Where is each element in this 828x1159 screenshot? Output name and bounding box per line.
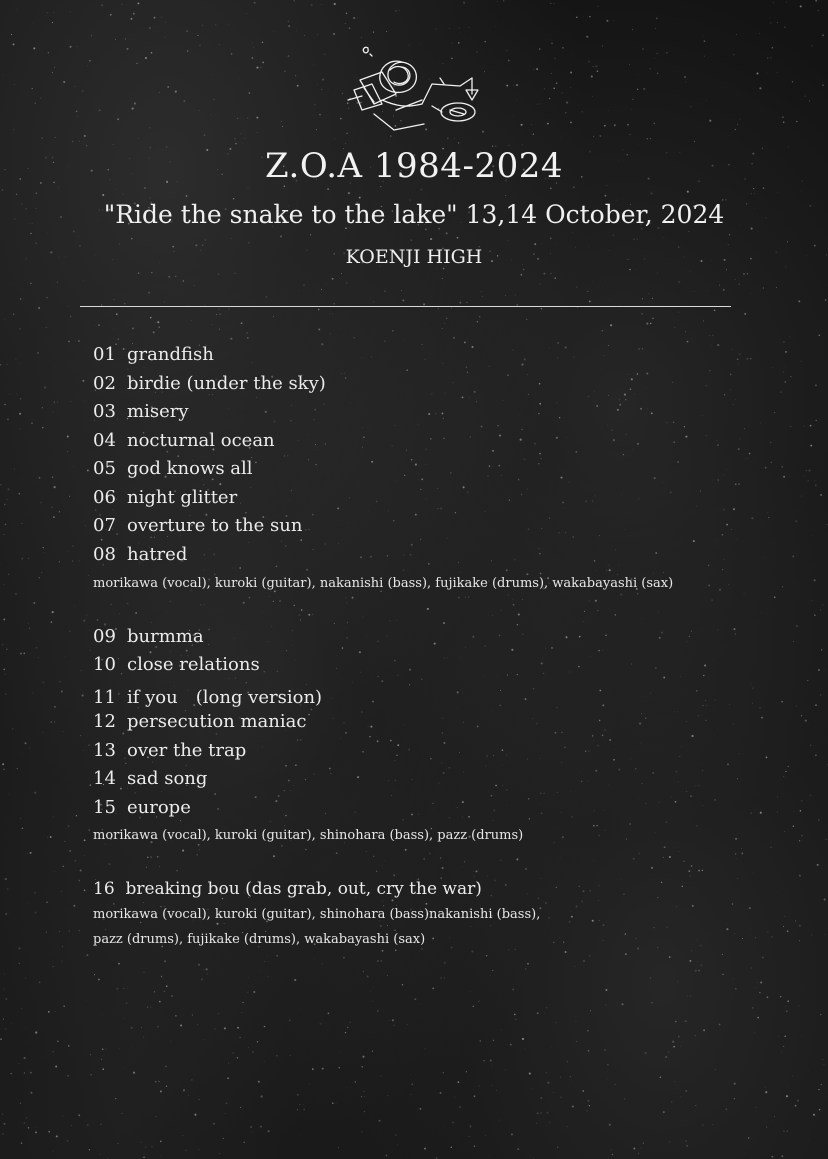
track-number: 12	[93, 711, 116, 732]
divider-line	[80, 306, 731, 307]
lineup-credits-line1: morikawa (vocal), kuroki (guitar), shinohara (bass)nakanishi (bass),	[93, 907, 541, 922]
track-number: 05	[93, 458, 116, 479]
setlist-track	[93, 430, 275, 451]
encore-track: 16 breaking bou (das grab, out, cry the war)	[93, 879, 482, 899]
track-title: misery	[127, 401, 189, 422]
track-number: 03	[93, 401, 116, 422]
setlist-track	[93, 344, 214, 365]
track-title: grandfish	[127, 344, 214, 365]
track-number: 08	[93, 544, 116, 565]
track-number: 10	[93, 654, 116, 675]
setlist-track	[93, 458, 253, 479]
venue-name: KOENJI HIGH	[345, 246, 483, 268]
track-title: burmma	[127, 626, 204, 647]
page-title: Z.O.A 1984-2024	[265, 146, 563, 186]
setlist-track	[93, 711, 306, 732]
track-title: close relations	[127, 654, 260, 675]
track-title: sad song	[127, 768, 208, 789]
setlist-track	[93, 740, 246, 761]
track-number: 15	[93, 797, 116, 818]
track-title: over the trap	[127, 740, 247, 761]
track-title: if you (long version)	[127, 687, 323, 708]
track-title: birdie (under the sky)	[127, 373, 326, 394]
lineup-credits: morikawa (vocal), kuroki (guitar), nakanishi (bass), fujikake (drums), wakabayashi (sax)	[93, 576, 674, 591]
track-title: hatred	[127, 544, 188, 565]
setlist-track	[93, 487, 237, 508]
event-subtitle: "Ride the snake to the lake" 13,14 October, 2024	[103, 200, 725, 229]
lineup-credits-line2: pazz (drums), fujikake (drums), wakabayashi (sax)	[93, 932, 426, 947]
track-title: night glitter	[127, 487, 238, 508]
setlist-track	[93, 373, 326, 394]
track-number: 06	[93, 487, 116, 508]
setlist-track	[93, 544, 187, 565]
track-title: god knows all	[127, 458, 253, 479]
track-number: 07	[93, 515, 116, 536]
setlist-track	[93, 515, 302, 536]
lineup-credits: morikawa (vocal), kuroki (guitar), shinohara (bass), pazz (drums)	[93, 828, 524, 843]
setlist-track	[93, 401, 189, 422]
track-number: 04	[93, 430, 116, 451]
setlist-track	[93, 768, 207, 789]
track-title: persecution maniac	[127, 711, 307, 732]
track-title: europe	[127, 797, 191, 818]
track-title: nocturnal ocean	[127, 430, 275, 451]
track-title: overture to the sun	[127, 515, 303, 536]
sketch-logo-illustration	[340, 40, 490, 135]
track-number: 11	[93, 687, 116, 708]
track-number: 01	[93, 344, 116, 365]
setlist-track	[93, 654, 260, 675]
track-number: 09	[93, 626, 116, 647]
track-number: 14	[93, 768, 116, 789]
setlist-track	[93, 683, 322, 709]
track-number: 02	[93, 373, 116, 394]
setlist-track	[93, 626, 204, 647]
setlist-track	[93, 797, 191, 818]
track-number: 13	[93, 740, 116, 761]
